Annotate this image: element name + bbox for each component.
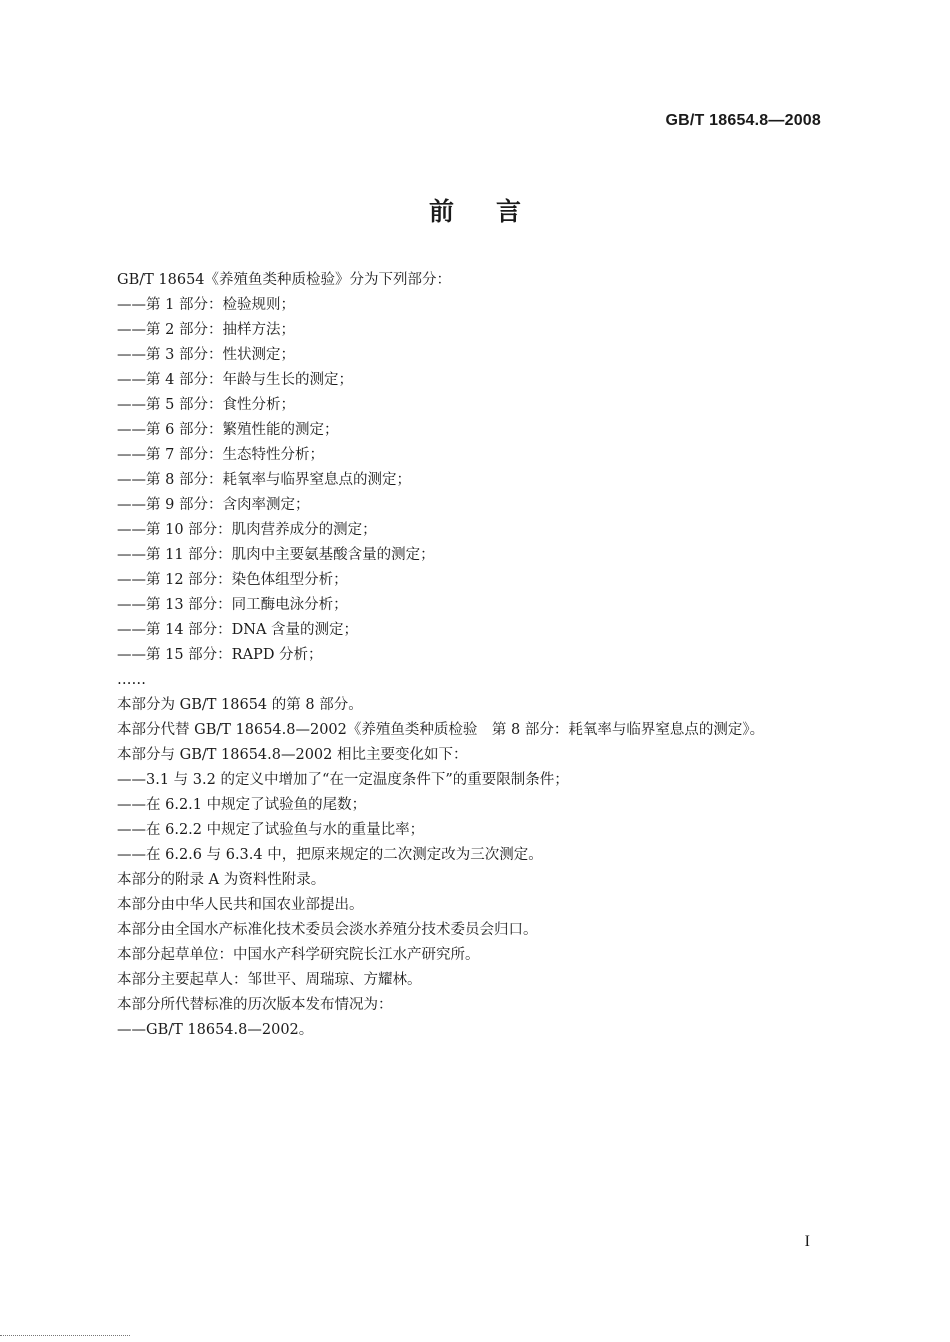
text-line: 本部分的附录 A 为资料性附录。: [117, 872, 326, 888]
text-line: 本部分所代替标准的历次版本发布情况为：: [117, 997, 393, 1013]
part-list-item: ——第 4 部分：年龄与生长的测定；: [117, 372, 353, 388]
standard-number: GB/T 18654.8—2008: [665, 112, 821, 129]
part-list-item: ——第 11 部分：肌肉中主要氨基酸含量的测定；: [117, 547, 435, 563]
part-list-item: ——第 5 部分：食性分析；: [117, 397, 295, 413]
part-list-item: ——第 14 部分：DNA 含量的测定；: [117, 622, 359, 638]
ellipsis-line: ……: [117, 672, 146, 688]
change-list-item: ——3.1 与 3.2 的定义中增加了“在一定温度条件下”的重要限制条件；: [117, 772, 569, 788]
text-line: GB/T 18654《养殖鱼类种质检验》分为下列部分：: [117, 272, 452, 288]
part-list-item: ——第 12 部分：染色体组型分析；: [117, 572, 348, 588]
history-list-item: ——GB/T 18654.8—2002。: [117, 1022, 314, 1038]
part-list-item: ——第 10 部分：肌肉营养成分的测定；: [117, 522, 377, 538]
scan-edge-divider: [0, 1335, 130, 1336]
text-line: 本部分与 GB/T 18654.8—2002 相比主要变化如下：: [117, 747, 468, 763]
foreword-body: [117, 268, 837, 1043]
text-line: 本部分为 GB/T 18654 的第 8 部分。: [117, 697, 363, 713]
part-list-item: ——第 6 部分：繁殖性能的测定；: [117, 422, 339, 438]
part-list-item: ——第 15 部分：RAPD 分析；: [117, 647, 323, 663]
text-line: 本部分由中华人民共和国农业部提出。: [117, 897, 364, 913]
page-number: I: [804, 1233, 810, 1250]
part-list-item: ——第 8 部分：耗氧率与临界窒息点的测定；: [117, 472, 411, 488]
part-list-item: ——第 7 部分：生态特性分析；: [117, 447, 324, 463]
change-list-item: ——在 6.2.6 与 6.3.4 中，把原来规定的二次测定改为三次测定。: [117, 847, 543, 863]
part-list-item: ——第 2 部分：抽样方法；: [117, 322, 295, 338]
part-list-item: ——第 3 部分：性状测定；: [117, 347, 295, 363]
text-line: 本部分由全国水产标准化技术委员会淡水养殖分技术委员会归口。: [117, 922, 538, 938]
part-list-item: ——第 1 部分：检验规则；: [117, 297, 295, 313]
change-list-item: ——在 6.2.2 中规定了试验鱼与水的重量比率；: [117, 822, 425, 838]
text-line: 本部分主要起草人：邹世平、周瑞琼、方耀林。: [117, 972, 422, 988]
change-list-item: ——在 6.2.1 中规定了试验鱼的尾数；: [117, 797, 367, 813]
part-list-item: ——第 9 部分：含肉率测定；: [117, 497, 310, 513]
page-title: 前言: [428, 197, 563, 226]
part-list-item: ——第 13 部分：同工酶电泳分析；: [117, 597, 348, 613]
text-line: 本部分代替 GB/T 18654.8—2002《养殖鱼类种质检验 第 8 部分：耗氧率与临界窒息点的测定》。: [117, 722, 765, 738]
text-line: 本部分起草单位：中国水产科学研究院长江水产研究所。: [117, 947, 480, 963]
